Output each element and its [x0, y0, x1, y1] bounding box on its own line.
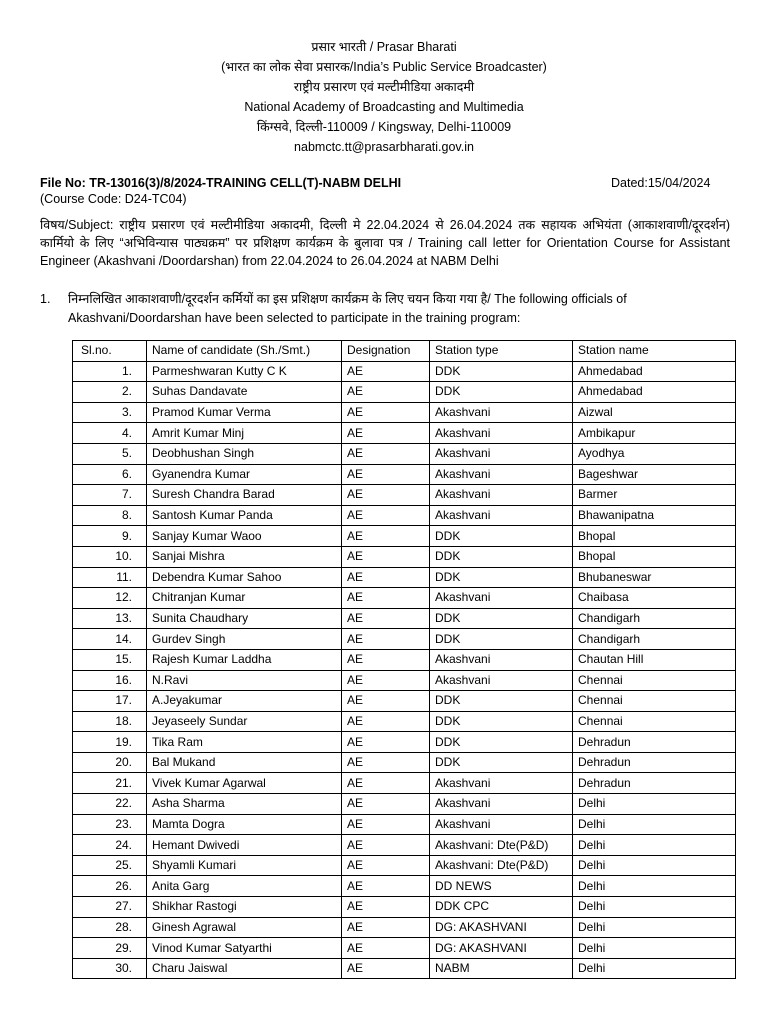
cell-station-name: Delhi: [573, 917, 736, 938]
table-row: [73, 505, 736, 526]
cell-sl-no: 28.: [73, 917, 147, 938]
cell-designation: AE: [342, 938, 430, 959]
cell-name: Tika Ram: [147, 732, 342, 753]
cell-name: Gurdev Singh: [147, 629, 342, 650]
cell-sl-no: 17.: [73, 691, 147, 712]
table-row: [73, 732, 736, 753]
cell-station-type: Akashvani: [430, 423, 573, 444]
table-row: [73, 958, 736, 979]
cell-station-type: Akashvani: [430, 505, 573, 526]
cell-sl-no: 29.: [73, 938, 147, 959]
cell-sl-no: 12.: [73, 588, 147, 609]
header-sl-no: Sl.no.: [73, 341, 147, 362]
address: किंग्सवे, दिल्ली-110009 / Kingsway, Delhi-110009: [256, 120, 512, 134]
cell-station-type: Akashvani: [430, 814, 573, 835]
cell-name: Santosh Kumar Panda: [147, 505, 342, 526]
cell-designation: AE: [342, 588, 430, 609]
cell-name: Chitranjan Kumar: [147, 588, 342, 609]
cell-name: Charu Jaiswal: [147, 958, 342, 979]
cell-designation: AE: [342, 711, 430, 732]
table-row: [73, 897, 736, 918]
cell-designation: AE: [342, 608, 430, 629]
file-number: File No: TR-13016(3)/8/2024-TRAINING CELL(T)-NABM DELHI: [40, 176, 402, 190]
cell-name: A.Jeyakumar: [147, 691, 342, 712]
cell-station-type: Akashvani: [430, 794, 573, 815]
org-name: प्रसार भारती / Prasar Bharati: [311, 40, 457, 54]
cell-designation: AE: [342, 691, 430, 712]
table-row: [73, 752, 736, 773]
cell-sl-no: 20.: [73, 752, 147, 773]
header-designation: Designation: [342, 341, 430, 362]
cell-station-type: Akashvani: [430, 443, 573, 464]
cell-designation: AE: [342, 897, 430, 918]
cell-sl-no: 30.: [73, 958, 147, 979]
cell-name: Vivek Kumar Agarwal: [147, 773, 342, 794]
cell-station-type: DDK: [430, 546, 573, 567]
cell-sl-no: 14.: [73, 629, 147, 650]
cell-station-name: Dehradun: [573, 752, 736, 773]
cell-sl-no: 24.: [73, 835, 147, 856]
cell-designation: AE: [342, 752, 430, 773]
cell-station-name: Aizwal: [573, 402, 736, 423]
table-row: [73, 691, 736, 712]
cell-name: Bal Mukand: [147, 752, 342, 773]
cell-designation: AE: [342, 917, 430, 938]
cell-station-name: Dehradun: [573, 773, 736, 794]
cell-station-type: DDK: [430, 608, 573, 629]
cell-designation: AE: [342, 732, 430, 753]
cell-name: Jeyaseely Sundar: [147, 711, 342, 732]
table-row: [73, 855, 736, 876]
cell-name: Ginesh Agrawal: [147, 917, 342, 938]
cell-station-type: DD NEWS: [430, 876, 573, 897]
cell-sl-no: 16.: [73, 670, 147, 691]
cell-name: Shyamli Kumari: [147, 855, 342, 876]
cell-station-name: Chennai: [573, 670, 736, 691]
cell-designation: AE: [342, 423, 430, 444]
cell-designation: AE: [342, 855, 430, 876]
cell-station-name: Delhi: [573, 814, 736, 835]
cell-designation: AE: [342, 382, 430, 403]
cell-station-name: Dehradun: [573, 732, 736, 753]
cell-station-type: Akashvani: Dte(P&D): [430, 835, 573, 856]
course-code: (Course Code: D24-TC04): [40, 192, 187, 206]
cell-station-name: Delhi: [573, 855, 736, 876]
cell-name: Suresh Chandra Barad: [147, 485, 342, 506]
cell-station-type: DDK: [430, 629, 573, 650]
cell-station-type: DDK: [430, 752, 573, 773]
cell-designation: AE: [342, 629, 430, 650]
cell-sl-no: 25.: [73, 855, 147, 876]
cell-station-name: Ambikapur: [573, 423, 736, 444]
cell-name: Asha Sharma: [147, 794, 342, 815]
cell-sl-no: 9.: [73, 526, 147, 547]
table-row: [73, 608, 736, 629]
cell-designation: AE: [342, 773, 430, 794]
candidates-table-body: [73, 341, 736, 979]
academy-name-hindi: राष्ट्रीय प्रसारण एवं मल्टीमीडिया अकादमी: [293, 80, 475, 94]
org-tagline: (भारत का लोक सेवा प्रसारक/India’s Public Service Broadcaster): [221, 60, 547, 74]
cell-sl-no: 22.: [73, 794, 147, 815]
cell-station-name: Chandigarh: [573, 608, 736, 629]
cell-station-name: Barmer: [573, 485, 736, 506]
table-row: [73, 814, 736, 835]
cell-station-type: Akashvani: [430, 670, 573, 691]
cell-station-type: Akashvani: [430, 464, 573, 485]
cell-station-type: DDK: [430, 361, 573, 382]
cell-sl-no: 7.: [73, 485, 147, 506]
header-station-name: Station name: [573, 341, 736, 362]
cell-station-type: Akashvani: [430, 485, 573, 506]
cell-station-type: DDK: [430, 382, 573, 403]
cell-designation: AE: [342, 464, 430, 485]
cell-designation: AE: [342, 876, 430, 897]
table-row: [73, 546, 736, 567]
table-row: [73, 485, 736, 506]
table-row: [73, 773, 736, 794]
table-row: [73, 711, 736, 732]
cell-sl-no: 5.: [73, 443, 147, 464]
header-name: Name of candidate (Sh./Smt.): [147, 341, 342, 362]
cell-name: Sunita Chaudhary: [147, 608, 342, 629]
table-row: [73, 382, 736, 403]
cell-name: Suhas Dandavate: [147, 382, 342, 403]
cell-name: Sanjai Mishra: [147, 546, 342, 567]
cell-sl-no: 1.: [73, 361, 147, 382]
table-row: [73, 588, 736, 609]
cell-name: Anita Garg: [147, 876, 342, 897]
table-row: [73, 917, 736, 938]
cell-designation: AE: [342, 505, 430, 526]
cell-name: Debendra Kumar Sahoo: [147, 567, 342, 588]
table-row: [73, 423, 736, 444]
academy-name-english: National Academy of Broadcasting and Multimedia: [244, 100, 524, 114]
cell-sl-no: 19.: [73, 732, 147, 753]
cell-station-type: DDK: [430, 711, 573, 732]
table-row: [73, 402, 736, 423]
cell-station-name: Chaibasa: [573, 588, 736, 609]
table-row: [73, 876, 736, 897]
cell-station-name: Bhopal: [573, 546, 736, 567]
table-row: [73, 835, 736, 856]
date: Dated:15/04/2024: [611, 176, 711, 190]
table-row: [73, 526, 736, 547]
cell-station-type: Akashvani: [430, 773, 573, 794]
cell-station-name: Delhi: [573, 794, 736, 815]
cell-station-type: DDK CPC: [430, 897, 573, 918]
table-row: [73, 649, 736, 670]
cell-station-type: Akashvani: [430, 402, 573, 423]
cell-sl-no: 2.: [73, 382, 147, 403]
cell-sl-no: 8.: [73, 505, 147, 526]
cell-station-name: Bageshwar: [573, 464, 736, 485]
cell-sl-no: 3.: [73, 402, 147, 423]
cell-station-name: Delhi: [573, 958, 736, 979]
cell-station-name: Delhi: [573, 876, 736, 897]
cell-sl-no: 23.: [73, 814, 147, 835]
paragraph-text: निम्नलिखित आकाशवाणी/दूरदर्शन कर्मियों का इस प्रशिक्षण कार्यक्रम के लिए चयन किया गया है/ The following officials of Akashvani/Doordarshan have been selected to participate in the training program:: [68, 292, 627, 325]
table-row: [73, 361, 736, 382]
candidates-table: [72, 340, 736, 979]
cell-designation: AE: [342, 567, 430, 588]
cell-name: Hemant Dwivedi: [147, 835, 342, 856]
cell-station-name: Delhi: [573, 897, 736, 918]
cell-name: Amrit Kumar Minj: [147, 423, 342, 444]
cell-station-name: Ayodhya: [573, 443, 736, 464]
email-address[interactable]: nabmctc.tt@prasarbharati.gov.in: [294, 140, 474, 154]
cell-designation: AE: [342, 546, 430, 567]
cell-name: Rajesh Kumar Laddha: [147, 649, 342, 670]
cell-name: Deobhushan Singh: [147, 443, 342, 464]
cell-sl-no: 10.: [73, 546, 147, 567]
cell-sl-no: 27.: [73, 897, 147, 918]
cell-designation: AE: [342, 485, 430, 506]
table-header-row: [73, 341, 736, 362]
cell-name: Pramod Kumar Verma: [147, 402, 342, 423]
cell-name: Parmeshwaran Kutty C K: [147, 361, 342, 382]
cell-designation: AE: [342, 814, 430, 835]
cell-name: Shikhar Rastogi: [147, 897, 342, 918]
cell-station-name: Ahmedabad: [573, 382, 736, 403]
cell-sl-no: 21.: [73, 773, 147, 794]
cell-station-type: DDK: [430, 691, 573, 712]
cell-designation: AE: [342, 670, 430, 691]
cell-station-type: NABM: [430, 958, 573, 979]
table-row: [73, 443, 736, 464]
cell-sl-no: 11.: [73, 567, 147, 588]
cell-designation: AE: [342, 794, 430, 815]
cell-sl-no: 18.: [73, 711, 147, 732]
cell-station-name: Chautan Hill: [573, 649, 736, 670]
cell-name: Mamta Dogra: [147, 814, 342, 835]
cell-station-type: DG: AKASHVANI: [430, 938, 573, 959]
table-row: [73, 938, 736, 959]
cell-name: Vinod Kumar Satyarthi: [147, 938, 342, 959]
cell-station-name: Bhawanipatna: [573, 505, 736, 526]
cell-sl-no: 4.: [73, 423, 147, 444]
cell-station-type: DDK: [430, 567, 573, 588]
cell-station-name: Bhopal: [573, 526, 736, 547]
cell-name: N.Ravi: [147, 670, 342, 691]
cell-sl-no: 6.: [73, 464, 147, 485]
cell-sl-no: 26.: [73, 876, 147, 897]
cell-station-type: Akashvani: [430, 588, 573, 609]
cell-station-type: Akashvani: [430, 649, 573, 670]
cell-station-type: DG: AKASHVANI: [430, 917, 573, 938]
table-row: [73, 464, 736, 485]
cell-name: Gyanendra Kumar: [147, 464, 342, 485]
cell-station-name: Chennai: [573, 691, 736, 712]
cell-designation: AE: [342, 958, 430, 979]
cell-designation: AE: [342, 361, 430, 382]
cell-station-name: Bhubaneswar: [573, 567, 736, 588]
cell-station-name: Ahmedabad: [573, 361, 736, 382]
cell-designation: AE: [342, 402, 430, 423]
cell-sl-no: 15.: [73, 649, 147, 670]
paragraph-number: 1.: [40, 292, 51, 306]
cell-designation: AE: [342, 443, 430, 464]
table-row: [73, 567, 736, 588]
cell-station-name: Chandigarh: [573, 629, 736, 650]
subject-line: विषय/Subject: राष्ट्रीय प्रसारण एवं मल्टीमीडिया अकादमी, दिल्ली मे 22.04.2024 से 26.04.2024 तक सहायक अभियंता (आकाशवाणी/दूरदर्शन) कार्मियो के लिए “अभिविन्यास पाठ्यक्रम” पर प्रशिक्षण कार्यक्रम के बुलावा पत्र / Training call letter for Orientation Course for Assistant Engineer (Akashvani /Doordarshan) from 22.04.2024 to 26.04.2024 at NABM Delhi: [40, 218, 730, 268]
header-station-type: Station type: [430, 341, 573, 362]
cell-station-type: DDK: [430, 526, 573, 547]
cell-sl-no: 13.: [73, 608, 147, 629]
cell-designation: AE: [342, 526, 430, 547]
table-row: [73, 629, 736, 650]
cell-station-name: Delhi: [573, 938, 736, 959]
table-row: [73, 670, 736, 691]
cell-designation: AE: [342, 835, 430, 856]
table-row: [73, 794, 736, 815]
cell-station-name: Delhi: [573, 835, 736, 856]
cell-designation: AE: [342, 649, 430, 670]
cell-station-type: DDK: [430, 732, 573, 753]
cell-station-name: Chennai: [573, 711, 736, 732]
cell-station-type: Akashvani: Dte(P&D): [430, 855, 573, 876]
cell-name: Sanjay Kumar Waoo: [147, 526, 342, 547]
